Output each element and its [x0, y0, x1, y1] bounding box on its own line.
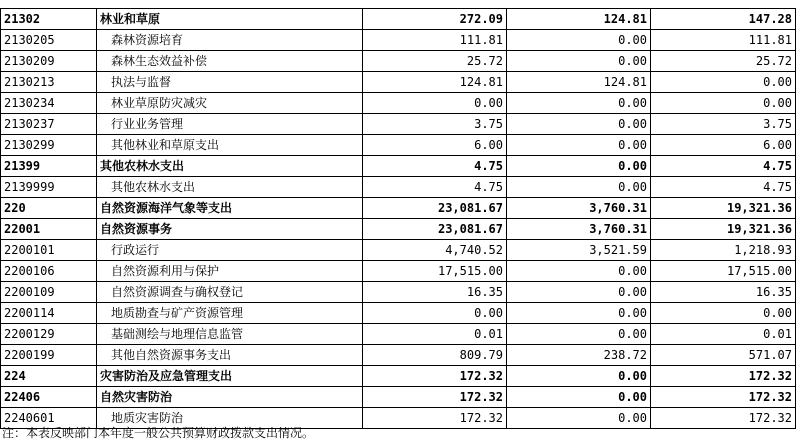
- project-cell: 147.28: [651, 9, 796, 30]
- project-cell: 0.00: [651, 72, 796, 93]
- code-cell: 2200101: [1, 240, 97, 261]
- total-cell: 172.32: [363, 408, 507, 429]
- basic-cell: 0.00: [507, 177, 651, 198]
- table-row: [1, 324, 796, 345]
- name-cell: 自然资源调查与确权登记: [97, 282, 363, 303]
- total-cell: 272.09: [363, 9, 507, 30]
- total-cell: 3.75: [363, 114, 507, 135]
- name-cell: 其他农林水支出: [97, 156, 363, 177]
- basic-cell: 124.81: [507, 9, 651, 30]
- basic-cell: 0.00: [507, 135, 651, 156]
- basic-cell: 124.81: [507, 72, 651, 93]
- code-cell: 2200129: [1, 324, 97, 345]
- total-cell: 4.75: [363, 177, 507, 198]
- project-cell: 111.81: [651, 30, 796, 51]
- table-row: [1, 345, 796, 366]
- name-cell: 其他自然资源事务支出: [97, 345, 363, 366]
- basic-cell: 0.00: [507, 51, 651, 72]
- code-cell: 2130213: [1, 72, 97, 93]
- table-row: [1, 30, 796, 51]
- table-row: [1, 240, 796, 261]
- total-cell: 0.00: [363, 303, 507, 324]
- total-cell: 124.81: [363, 72, 507, 93]
- total-cell: 16.35: [363, 282, 507, 303]
- name-cell: 自然资源利用与保护: [97, 261, 363, 282]
- total-cell: 4.75: [363, 156, 507, 177]
- code-cell: 21399: [1, 156, 97, 177]
- project-cell: 0.00: [651, 303, 796, 324]
- basic-cell: 0.00: [507, 30, 651, 51]
- project-cell: 4.75: [651, 156, 796, 177]
- project-cell: 172.32: [651, 408, 796, 429]
- code-cell: 2130209: [1, 51, 97, 72]
- basic-cell: 3,760.31: [507, 219, 651, 240]
- basic-cell: 0.00: [507, 324, 651, 345]
- project-cell: 571.07: [651, 345, 796, 366]
- name-cell: 自然灾害防治: [97, 387, 363, 408]
- code-cell: 2200199: [1, 345, 97, 366]
- name-cell: 森林生态效益补偿: [97, 51, 363, 72]
- table-row: [1, 9, 796, 30]
- total-cell: 23,081.67: [363, 198, 507, 219]
- code-cell: 224: [1, 366, 97, 387]
- table-row: [1, 93, 796, 114]
- code-cell: 22001: [1, 219, 97, 240]
- total-cell: 6.00: [363, 135, 507, 156]
- table-row: [1, 387, 796, 408]
- project-cell: 19,321.36: [651, 198, 796, 219]
- table-row: [1, 135, 796, 156]
- project-cell: 6.00: [651, 135, 796, 156]
- total-cell: 172.32: [363, 366, 507, 387]
- name-cell: 地质灾害防治: [97, 408, 363, 429]
- basic-cell: 0.00: [507, 408, 651, 429]
- basic-cell: 0.00: [507, 303, 651, 324]
- total-cell: 809.79: [363, 345, 507, 366]
- basic-cell: 0.00: [507, 114, 651, 135]
- table-row: [1, 219, 796, 240]
- table-row: [1, 114, 796, 135]
- project-cell: 1,218.93: [651, 240, 796, 261]
- basic-cell: 0.00: [507, 282, 651, 303]
- project-cell: 0.00: [651, 93, 796, 114]
- table-row: [1, 198, 796, 219]
- code-cell: 2200109: [1, 282, 97, 303]
- basic-cell: 238.72: [507, 345, 651, 366]
- name-cell: 林业草原防灾减灾: [97, 93, 363, 114]
- project-cell: 4.75: [651, 177, 796, 198]
- name-cell: 行政运行: [97, 240, 363, 261]
- project-cell: 172.32: [651, 387, 796, 408]
- name-cell: 灾害防治及应急管理支出: [97, 366, 363, 387]
- budget-table: [0, 8, 796, 429]
- code-cell: 2130205: [1, 30, 97, 51]
- name-cell: 其他林业和草原支出: [97, 135, 363, 156]
- code-cell: 2200114: [1, 303, 97, 324]
- name-cell: 执法与监督: [97, 72, 363, 93]
- total-cell: 111.81: [363, 30, 507, 51]
- code-cell: 2240601: [1, 408, 97, 429]
- table-row: [1, 282, 796, 303]
- basic-cell: 0.00: [507, 93, 651, 114]
- name-cell: 林业和草原: [97, 9, 363, 30]
- project-cell: 16.35: [651, 282, 796, 303]
- project-cell: 19,321.36: [651, 219, 796, 240]
- total-cell: 25.72: [363, 51, 507, 72]
- table-row: [1, 156, 796, 177]
- total-cell: 4,740.52: [363, 240, 507, 261]
- table-row: [1, 177, 796, 198]
- name-cell: 自然资源事务: [97, 219, 363, 240]
- total-cell: 23,081.67: [363, 219, 507, 240]
- table-footnote: 注：本表反映部门本年度一般公共预算财政拨款支出情况。: [2, 426, 315, 440]
- table-row: [1, 303, 796, 324]
- code-cell: 2200106: [1, 261, 97, 282]
- code-cell: 2130299: [1, 135, 97, 156]
- basic-cell: 0.00: [507, 366, 651, 387]
- project-cell: 0.01: [651, 324, 796, 345]
- basic-cell: 3,521.59: [507, 240, 651, 261]
- name-cell: 地质勘查与矿产资源管理: [97, 303, 363, 324]
- table-row: [1, 51, 796, 72]
- table-row: [1, 261, 796, 282]
- code-cell: 2139999: [1, 177, 97, 198]
- project-cell: 25.72: [651, 51, 796, 72]
- project-cell: 172.32: [651, 366, 796, 387]
- project-cell: 17,515.00: [651, 261, 796, 282]
- name-cell: 行业业务管理: [97, 114, 363, 135]
- code-cell: 2130234: [1, 93, 97, 114]
- name-cell: 森林资源培育: [97, 30, 363, 51]
- total-cell: 172.32: [363, 387, 507, 408]
- basic-cell: 0.00: [507, 261, 651, 282]
- name-cell: 基础测绘与地理信息监管: [97, 324, 363, 345]
- code-cell: 22406: [1, 387, 97, 408]
- basic-cell: 3,760.31: [507, 198, 651, 219]
- name-cell: 自然资源海洋气象等支出: [97, 198, 363, 219]
- total-cell: 0.01: [363, 324, 507, 345]
- total-cell: 0.00: [363, 93, 507, 114]
- code-cell: 220: [1, 198, 97, 219]
- name-cell: 其他农林水支出: [97, 177, 363, 198]
- table-row: [1, 72, 796, 93]
- project-cell: 3.75: [651, 114, 796, 135]
- total-cell: 17,515.00: [363, 261, 507, 282]
- code-cell: 21302: [1, 9, 97, 30]
- table-row: [1, 366, 796, 387]
- basic-cell: 0.00: [507, 156, 651, 177]
- basic-cell: 0.00: [507, 387, 651, 408]
- code-cell: 2130237: [1, 114, 97, 135]
